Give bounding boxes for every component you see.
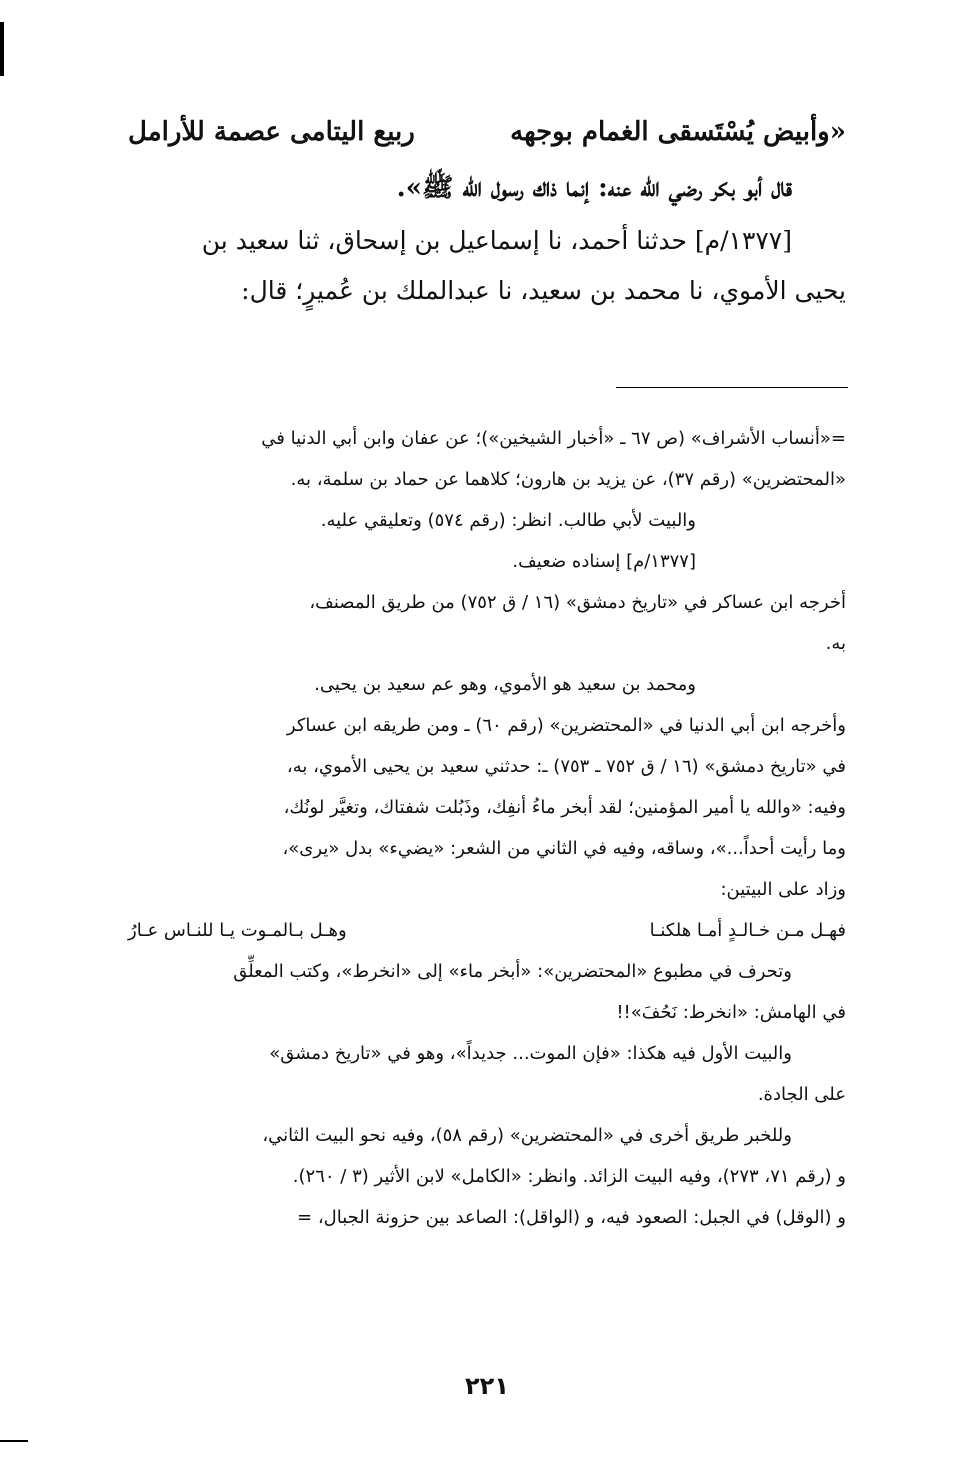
footnote-line: في الهامش: «انخرط: نَحُفَ»!! [616, 1002, 846, 1023]
footnote-line: وأخرجه ابن أبي الدنيا في «المحتضرين» (رقم ٦٠) ـ ومن طريقه ابن عساكر [286, 715, 846, 736]
main-text [128, 104, 846, 316]
footnote-line: «المحتضرين» (رقم ٣٧)، عن يزيد بن هارون؛ كلاهما عن حماد بن سلمة، به. [290, 469, 846, 490]
footnote-line: والبيت الأول فيه هكذا: «فإن الموت... جديداً»، وهو في «تاريخ دمشق» [269, 1043, 792, 1064]
main-line: قال أبو بكر رضي الله عنه: إنما ذاك رسول الله ﷺ». [396, 173, 792, 203]
footnotes-section [128, 418, 846, 1238]
footnote-line: في «تاريخ دمشق» (١٦ / ق ٧٥٢ ـ ٧٥٣) ـ: حدثني سعيد بن يحيى الأموي، به، [286, 756, 846, 777]
footnote-line: [١٣٧٧/م] إسناده ضعيف. [512, 551, 696, 572]
poem-hemistich-left: ربيع اليتامى عصمة للأرامل [128, 117, 415, 147]
footnote-line: و (الوقل) في الجبل: الصعود فيه، و (الواقل): الصاعد بين حزونة الجبال، = [297, 1207, 846, 1228]
page-number: ٢٢١ [465, 1372, 509, 1400]
footnote-line: =«أنساب الأشراف» (ص ٦٧ ـ «أخبار الشيخين»)؛ عن عفان وابن أبي الدنيا في [261, 428, 846, 449]
document-page [128, 104, 846, 1400]
footnote-divider [616, 387, 848, 388]
scan-edge-mark [0, 22, 4, 76]
footnote-line: به. [825, 633, 846, 654]
footnote-line: على الجادة. [757, 1084, 846, 1105]
main-line: [١٣٧٧/م] حدثنا أحمد، نا إسماعيل بن إسحاق، ثنا سعيد بن [201, 226, 792, 255]
poem-verse [128, 104, 846, 160]
main-line: يحيى الأموي، نا محمد بن سعيد، نا عبدالملك بن عُميرٍ؛ قال: [241, 276, 846, 305]
footnote-line: و (رقم ٧١، ٢٧٣)، وفيه البيت الزائد. وانظر: «الكامل» لابن الأثير (٣ / ٢٦٠). [292, 1166, 846, 1187]
footnote-line: وتحرف في مطبوع «المحتضرين»: «أبخر ماء» إلى «انخرط»، وكتب المعلِّق [233, 961, 792, 982]
scan-edge-mark-bottom [0, 1440, 28, 1442]
footnote-line: وزاد على البيتين: [720, 879, 846, 900]
footnote-line: وللخبر طريق أخرى في «المحتضرين» (رقم ٥٨)، وفيه نحو البيت الثاني، [262, 1125, 792, 1146]
footnote-line: أخرجه ابن عساكر في «تاريخ دمشق» (١٦ / ق ٧٥٢) من طريق المصنف، [309, 592, 846, 613]
footnote-line: ومحمد بن سعيد هو الأموي، وهو عم سعيد بن يحيى. [314, 674, 696, 695]
footnote-line: وفيه: «والله يا أمير المؤمنين؛ لقد أبخر ماءُ أنفِك، وذَبُلت شفتاك، وتغيَّر لونُك، [283, 797, 846, 818]
footnote-hemistich-left: وهـل بـالمـوت يـا للنـاس عـارُ [128, 920, 347, 941]
footnote-line: وما رأيت أحداً...»، وساقه، وفيه في الثاني من الشعر: «يضيء» بدل «يرى»، [282, 838, 846, 859]
poem-hemistich-right: «وأبيض يُسْتَسقى الغمام بوجهه [510, 117, 846, 147]
footnote-line: والبيت لأبي طالب. انظر: (رقم ٥٧٤) وتعليقي عليه. [320, 510, 696, 531]
footnote-poem-verse [128, 910, 846, 951]
footnote-hemistich-right: فهـل مـن خـالـدٍ أمـا هلكنـا [649, 920, 846, 941]
